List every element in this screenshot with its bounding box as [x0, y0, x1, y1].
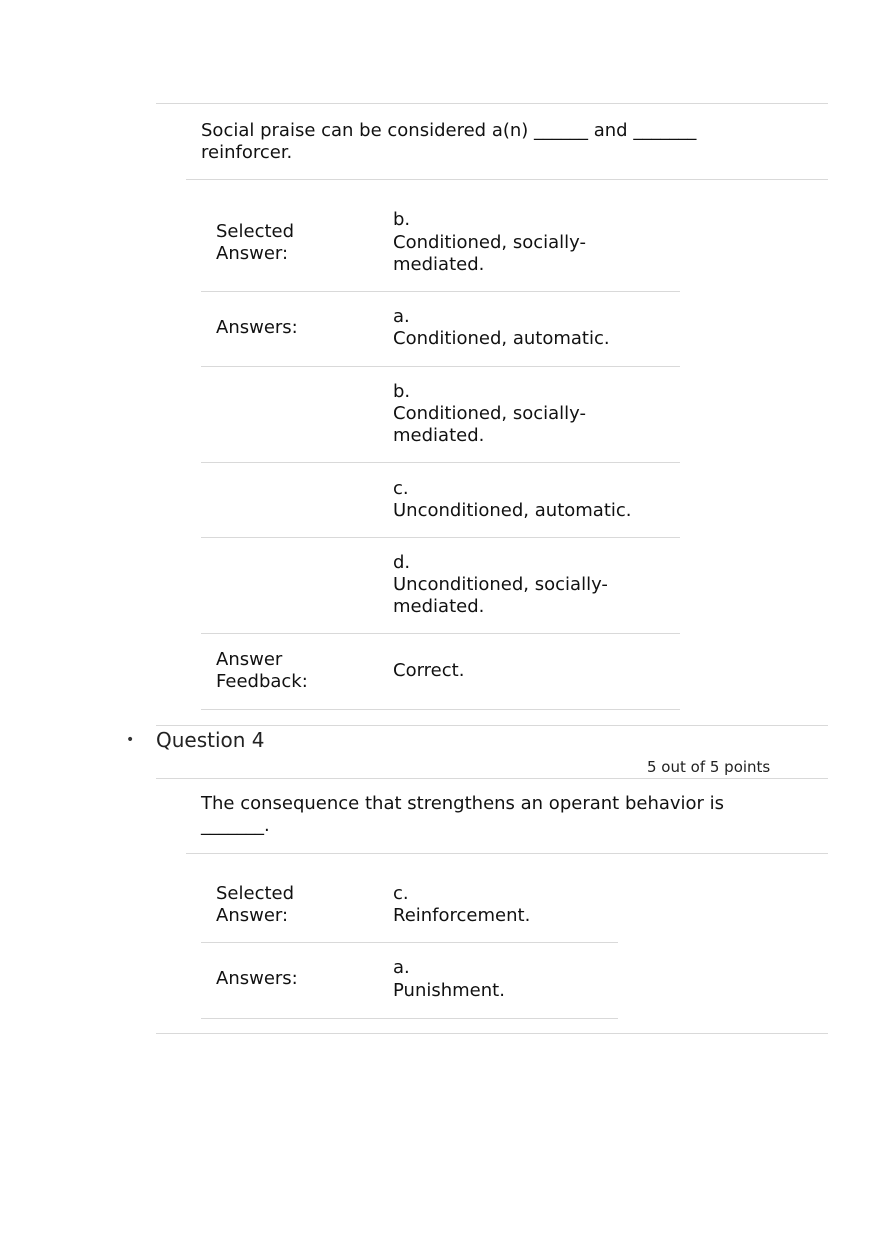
- answers-label: Answers:: [216, 317, 298, 338]
- answer-text-a: Conditioned, automatic.: [393, 328, 610, 349]
- divider: [156, 1033, 828, 1034]
- row-divider: [201, 1018, 618, 1019]
- answer-letter-a: a.: [393, 306, 410, 327]
- list-bullet: •: [126, 732, 135, 748]
- answer-text-b: Conditioned, socially- mediated.: [393, 403, 586, 446]
- row-divider: [201, 633, 680, 634]
- points-score: 5 out of 5 points: [647, 758, 771, 776]
- selected-answer-letter: c.: [393, 883, 409, 904]
- divider: [156, 103, 828, 104]
- divider: [156, 778, 828, 779]
- answer-feedback-label: Answer Feedback:: [216, 649, 308, 692]
- row-divider: [201, 942, 618, 943]
- row-divider: [201, 462, 680, 463]
- answers-label: Answers:: [216, 968, 298, 989]
- selected-answer-letter: b.: [393, 209, 411, 230]
- divider: [186, 179, 828, 180]
- divider: [156, 725, 828, 726]
- answer-letter-d: d.: [393, 552, 411, 573]
- question-title: Question 4: [156, 728, 265, 752]
- row-divider: [201, 537, 680, 538]
- answer-letter-a: a.: [393, 957, 410, 978]
- divider: [186, 853, 828, 854]
- selected-answer-label: Selected Answer:: [216, 221, 295, 264]
- selected-answer-text: Conditioned, socially- mediated.: [393, 232, 586, 275]
- row-divider: [201, 291, 680, 292]
- answer-text-d: Unconditioned, socially- mediated.: [393, 574, 608, 617]
- selected-answer-label: Selected Answer:: [216, 883, 295, 926]
- answer-feedback-text: Correct.: [393, 660, 465, 681]
- question-prompt: The consequence that strengthens an operant behavior is _______.: [201, 793, 725, 836]
- answer-letter-c: c.: [393, 478, 409, 499]
- answer-text-c: Unconditioned, automatic.: [393, 500, 632, 521]
- row-divider: [201, 366, 680, 367]
- question-prompt: Social praise can be considered a(n) ______ and _______ reinforcer.: [201, 120, 697, 163]
- answer-text-a: Punishment.: [393, 980, 505, 1001]
- row-divider: [201, 709, 680, 710]
- selected-answer-text: Reinforcement.: [393, 905, 531, 926]
- answer-letter-b: b.: [393, 381, 411, 402]
